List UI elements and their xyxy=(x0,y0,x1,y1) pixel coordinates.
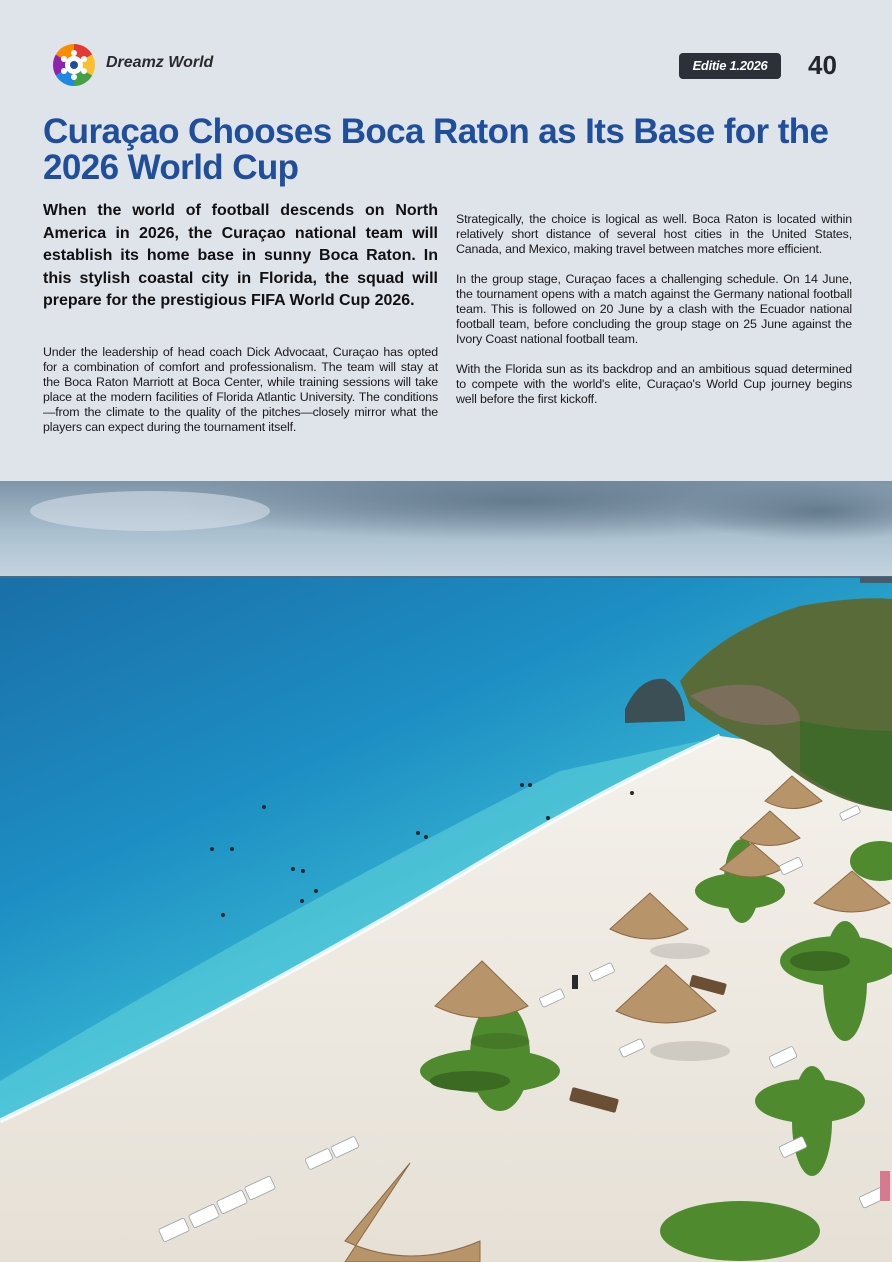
article-paragraph: In the group stage, Curaçao faces a challenging schedule. On 14 June, the tournament opens with a match against the Germany national football team. This is followed on 20 June by a clash with the Ecuador national football team, before concluding the group stage on 25 June against the Ivory Coast national football team. xyxy=(456,272,852,346)
article-lead: When the world of football descends on North America in 2026, the Curaçao national team will establish its home base in sunny Boca Raton. In this stylish coastal city in Florida, the squad will prepare for the prestigious FIFA World Cup 2026. xyxy=(43,202,438,309)
article-paragraph: Strategically, the choice is logical as well. Boca Raton is located within relatively short distance of several host cities in the United States, Canada, and Mexico, making travel between matches more efficient. xyxy=(456,212,852,256)
article-column-right xyxy=(456,212,852,407)
article-column-left xyxy=(43,200,438,435)
dreamz-world-logo xyxy=(52,43,96,87)
page-number: 40 xyxy=(808,50,837,80)
article-title: Curaçao Chooses Boca Raton as Its Base for the 2026 World Cup xyxy=(43,112,829,187)
edition-badge: Editie 1.2026 xyxy=(679,53,781,79)
page-header xyxy=(0,0,892,110)
article-paragraph: With the Florida sun as its backdrop and an ambitious squad determined to compete with the world's elite, Curaçao's World Cup journey begins well before the first kickoff. xyxy=(456,362,852,406)
brand-name: Dreamz World xyxy=(106,54,214,71)
article-paragraph: Under the leadership of head coach Dick Advocaat, Curaçao has opted for a combination of comfort and professionalism. The team will stay at the Boca Raton Marriott at Boca Center, while training sessions will take place at the modern facilities of Florida Atlantic University. The conditions—from the climate to the quality of the pitches—closely mirror what the players can expect during the tournament itself. xyxy=(43,344,438,434)
beach-photo xyxy=(0,481,892,1262)
